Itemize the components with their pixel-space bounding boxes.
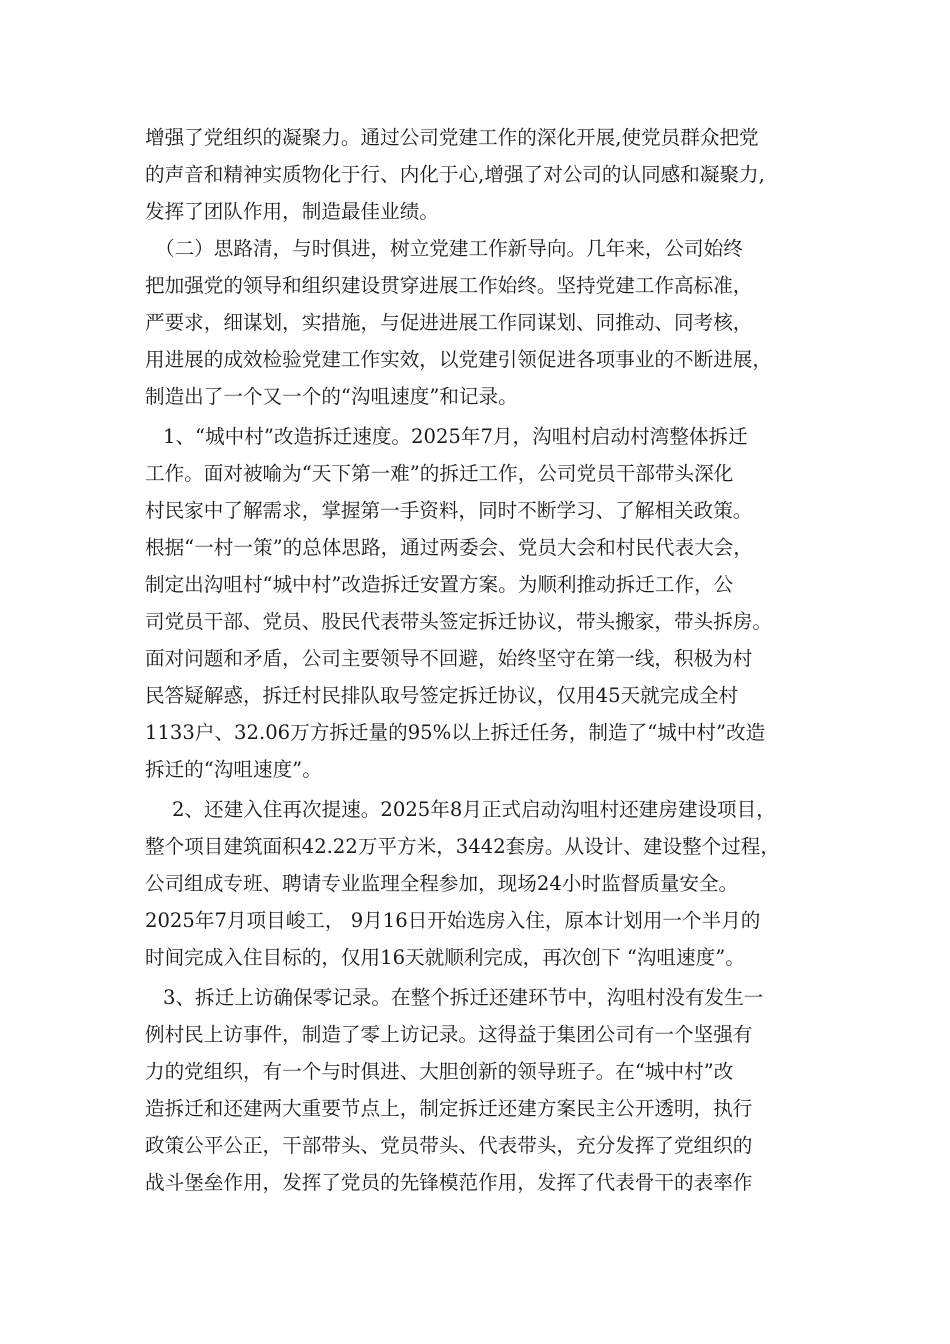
text-line: 的声音和精神实质物化于行、内化于心,增强了对公司的认同感和凝聚力, <box>145 163 765 186</box>
text-line: 1133户、32.06万方拆迁量的95%以上拆迁任务，制造了“城中村”改造 <box>145 721 766 744</box>
text-line: 司党员干部、党员、股民代表带头签定拆迁协议，带头搬家，带头拆房。 <box>145 610 772 633</box>
text-line: 造拆迁和还建两大重要节点上，制定拆迁还建方案民主公开透明，执行 <box>145 1097 753 1120</box>
text-line: （二）思路清，与时俱进，树立党建工作新导向。几年来，公司始终 <box>155 237 743 260</box>
text-line: 整个项目建筑面积42.22万平方米，3442套房。从设计、建设整个过程， <box>145 835 780 858</box>
text-line: 3、拆迁上访确保零记录。在整个拆迁还建环节中，沟咀村没有发生一 <box>163 986 764 1009</box>
text-line: 战斗堡垒作用，发挥了党员的先锋模范作用，发挥了代表骨干的表率作 <box>145 1171 753 1194</box>
text-line: 工作。面对被喻为“天下第一难”的拆迁工作，公司党员干部带头深化 <box>145 462 734 485</box>
text-line: 把加强党的领导和组织建设贯穿进展工作始终。坚持党建工作高标准， <box>145 274 753 297</box>
text-line: 面对问题和矛盾，公司主要领导不回避，始终坚守在第一线，积极为村 <box>145 647 753 670</box>
text-line: 严要求，细谋划，实措施，与促进进展工作同谋划、同推动、同考核， <box>145 311 753 334</box>
text-line: 村民家中了解需求，掌握第一手资料，同时不断学习、了解相关政策。 <box>145 499 753 522</box>
text-line: 2、还建入住再次提速。2025年8月正式启动沟咀村还建房建设项目， <box>172 798 776 821</box>
text-line: 例村民上访事件，制造了零上访记录。这得益于集团公司有一个坚强有 <box>145 1023 753 1046</box>
text-line: 增强了党组织的凝聚力。通过公司党建工作的深化开展,使党员群众把党 <box>145 126 759 149</box>
text-line: 民答疑解惑，拆迁村民排队取号签定拆迁协议，仅用45天就完成全村 <box>145 684 739 707</box>
text-line: 2025年7月项目峻工， 9月16日开始选房入住，原本计划用一个半月的 <box>145 909 761 932</box>
text-line: 用进展的成效检验党建工作实效，以党建引领促进各项事业的不断进展， <box>145 348 772 371</box>
text-line: 力的党组织，有一个与时俱进、大胆创新的领导班子。在“城中村”改 <box>145 1060 734 1083</box>
text-line: 政策公平公正，干部带头、党员带头、代表带头，充分发挥了党组织的 <box>145 1134 753 1157</box>
text-line: 1、“城中村”改造拆迁速度。2025年7月，沟咀村启动村湾整体拆迁 <box>163 425 748 448</box>
text-line: 公司组成专班、聘请专业监理全程参加，现场24小时监督质量安全。 <box>145 872 739 895</box>
text-line: 时间完成入住目标的，仅用16天就顺利完成，再次创下 “沟咀速度”。 <box>145 946 745 969</box>
text-line: 发挥了团队作用，制造最佳业绩。 <box>145 200 439 223</box>
text-line: 制造出了一个又一个的“沟咀速度”和记录。 <box>145 385 518 408</box>
text-line: 根据“一村一策”的总体思路，通过两委会、党员大会和村民代表大会， <box>145 536 753 559</box>
text-line: 制定出沟咀村“城中村”改造拆迁安置方案。为顺利推动拆迁工作，公 <box>145 573 734 596</box>
text-line: 拆迁的“沟咀速度”。 <box>145 758 322 781</box>
